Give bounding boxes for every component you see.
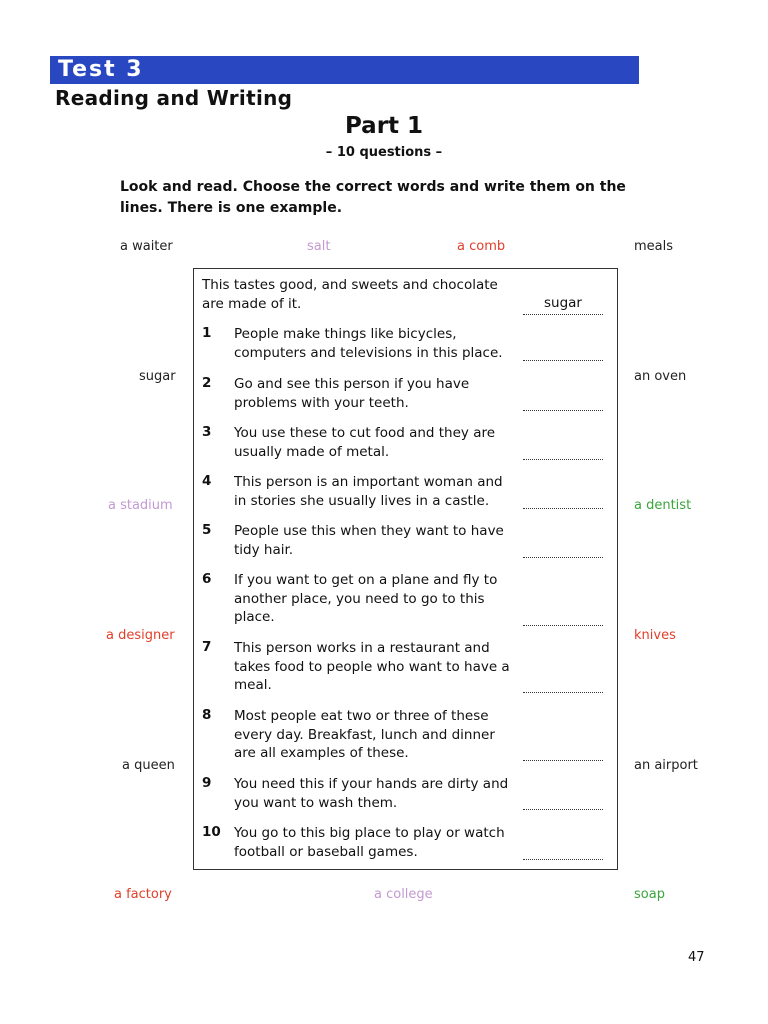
- word-salt: salt: [307, 239, 331, 254]
- question-number: 4: [202, 473, 212, 489]
- word-a-designer: a designer: [106, 628, 175, 643]
- question-number: 6: [202, 571, 212, 587]
- question-text: If you want to get on a plane and fly to another place, you need to go to this place.: [234, 572, 498, 625]
- word-a-dentist: a dentist: [634, 498, 692, 513]
- question-number: 2: [202, 375, 212, 391]
- part-subtitle: – 10 questions –: [325, 145, 443, 160]
- question-text: People make things like bicycles, computers and televisions in this place.: [234, 326, 503, 361]
- test-banner: [50, 56, 639, 84]
- answer-line-6[interactable]: [523, 625, 603, 626]
- answer-line-5[interactable]: [523, 557, 603, 558]
- example-answer-line: [523, 314, 603, 315]
- answer-line-7[interactable]: [523, 692, 603, 693]
- word-soap: soap: [634, 887, 665, 902]
- word-sugar: sugar: [139, 369, 176, 384]
- word-knives: knives: [634, 628, 676, 643]
- question-number: 5: [202, 522, 212, 538]
- test-label: Test 3: [58, 57, 144, 82]
- word-an-oven: an oven: [634, 369, 687, 384]
- part-title: Part 1: [344, 113, 424, 139]
- page-number: 47: [688, 950, 705, 965]
- question-number: 8: [202, 707, 212, 723]
- answer-line-10[interactable]: [523, 859, 603, 860]
- answer-line-3[interactable]: [523, 459, 603, 460]
- question-text: This person is an important woman and in stories she usually lives in a castle.: [234, 474, 503, 509]
- question-text: People use this when they want to have tidy hair.: [234, 523, 504, 558]
- question-text: Go and see this person if you have problems with your teeth.: [234, 376, 470, 411]
- word-an-airport: an airport: [634, 758, 698, 773]
- word-a-stadium: a stadium: [108, 498, 173, 513]
- section-title: Reading and Writing: [55, 86, 293, 110]
- example-text: This tastes good, and sweets and chocolate are made of it.: [202, 277, 498, 312]
- word-a-waiter: a waiter: [120, 239, 173, 254]
- word-a-factory: a factory: [114, 887, 172, 902]
- question-number: 1: [202, 325, 212, 341]
- word-meals: meals: [634, 239, 674, 254]
- word-a-queen: a queen: [122, 758, 175, 773]
- instructions: Look and read. Choose the correct words and write them on the lines. There is one example.: [120, 179, 626, 216]
- example-answer: sugar: [544, 295, 582, 311]
- answer-line-1[interactable]: [523, 360, 603, 361]
- question-number: 10: [202, 824, 221, 840]
- answer-line-9[interactable]: [523, 809, 603, 810]
- question-number: 7: [202, 639, 212, 655]
- answer-line-8[interactable]: [523, 760, 603, 761]
- word-a-college: a college: [374, 887, 433, 902]
- answer-line-2[interactable]: [523, 410, 603, 411]
- question-number: 9: [202, 775, 212, 791]
- question-text: Most people eat two or three of these every day. Breakfast, lunch and dinner are all examples of these.: [234, 708, 495, 761]
- word-a-comb: a comb: [457, 239, 506, 254]
- question-text: This person works in a restaurant and takes food to people who want to have a meal.: [234, 640, 510, 693]
- question-text: You need this if your hands are dirty and you want to wash them.: [234, 776, 509, 811]
- question-text: You use these to cut food and they are usually made of metal.: [234, 425, 496, 460]
- answer-line-4[interactable]: [523, 508, 603, 509]
- question-text: You go to this big place to play or watch football or baseball games.: [234, 825, 505, 860]
- question-number: 3: [202, 424, 212, 440]
